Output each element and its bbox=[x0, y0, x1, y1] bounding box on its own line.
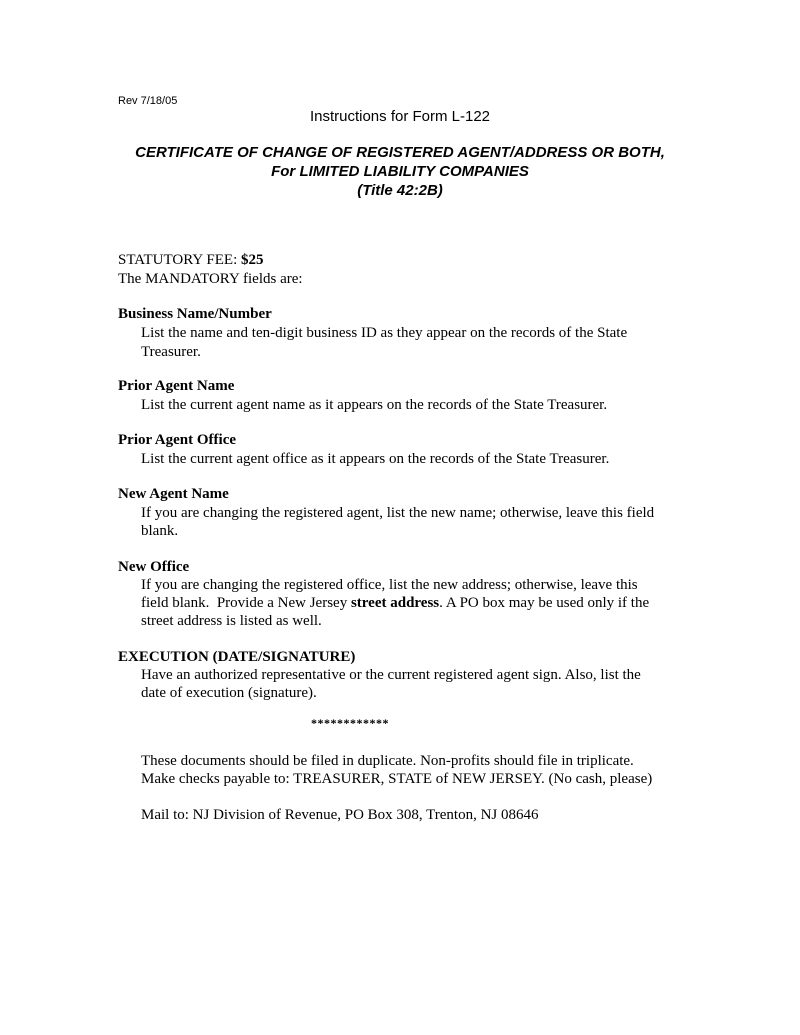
execution-desc-line1: Have an authorized representative or the current registered agent sign. Also, list the bbox=[141, 667, 641, 683]
section-separator: ************ bbox=[311, 716, 389, 730]
form-title-line1: CERTIFICATE OF CHANGE OF REGISTERED AGENT/ADDRESS OR BOTH, bbox=[135, 144, 665, 161]
instructions-title: Instructions for Form L-122 bbox=[309, 108, 491, 125]
mandatory-intro: The MANDATORY fields are: bbox=[118, 271, 303, 287]
new-agent-name-label: New Agent Name bbox=[118, 486, 229, 502]
mailing-address: Mail to: NJ Division of Revenue, PO Box 308, Trenton, NJ 08646 bbox=[141, 807, 539, 823]
form-title-line3: (Title 42:2B) bbox=[357, 182, 443, 199]
new-office-desc-line2-c: . A PO box may be used only if the bbox=[439, 595, 650, 611]
statutory-fee-label: STATUTORY FEE: bbox=[118, 252, 238, 268]
revision-date: Rev 7/18/05 bbox=[118, 95, 178, 107]
statutory-fee-amount: $25 bbox=[240, 252, 264, 268]
filing-instructions-line1: These documents should be filed in duplicate. Non-profits should file in triplicate. bbox=[141, 753, 634, 769]
filing-instructions-line2: Make checks payable to: TREASURER, STATE of NEW JERSEY. (No cash, please) bbox=[141, 771, 653, 787]
new-agent-name-desc-line1: If you are changing the registered agent, list the new name; otherwise, leave this field bbox=[141, 505, 655, 521]
new-office-label: New Office bbox=[118, 559, 190, 575]
street-address-emphasis: street address bbox=[350, 595, 440, 611]
new-office-desc-line2-a: field blank. Provide a New Jersey bbox=[141, 595, 351, 611]
prior-agent-office-label: Prior Agent Office bbox=[118, 432, 237, 448]
execution-desc-line2: date of execution (signature). bbox=[141, 685, 317, 701]
statutory-fee bbox=[118, 252, 263, 269]
business-name-label: Business Name/Number bbox=[118, 306, 272, 322]
prior-agent-name-label: Prior Agent Name bbox=[118, 378, 235, 394]
new-office-desc-line2 bbox=[141, 595, 649, 612]
new-agent-name-desc-line2: blank. bbox=[141, 523, 179, 539]
form-title-line2: For LIMITED LIABILITY COMPANIES bbox=[271, 163, 529, 180]
new-office-desc-line3: street address is listed as well. bbox=[141, 613, 322, 629]
prior-agent-office-desc: List the current agent office as it appears on the records of the State Treasurer. bbox=[141, 451, 610, 467]
business-name-desc-line2: Treasurer. bbox=[141, 344, 201, 360]
new-office-desc-line1: If you are changing the registered office, list the new address; otherwise, leave this bbox=[141, 577, 638, 593]
business-name-desc-line1: List the name and ten-digit business ID as they appear on the records of the State bbox=[141, 325, 628, 341]
execution-label: EXECUTION (DATE/SIGNATURE) bbox=[118, 649, 356, 665]
prior-agent-name-desc: List the current agent name as it appears on the records of the State Treasurer. bbox=[141, 397, 608, 413]
